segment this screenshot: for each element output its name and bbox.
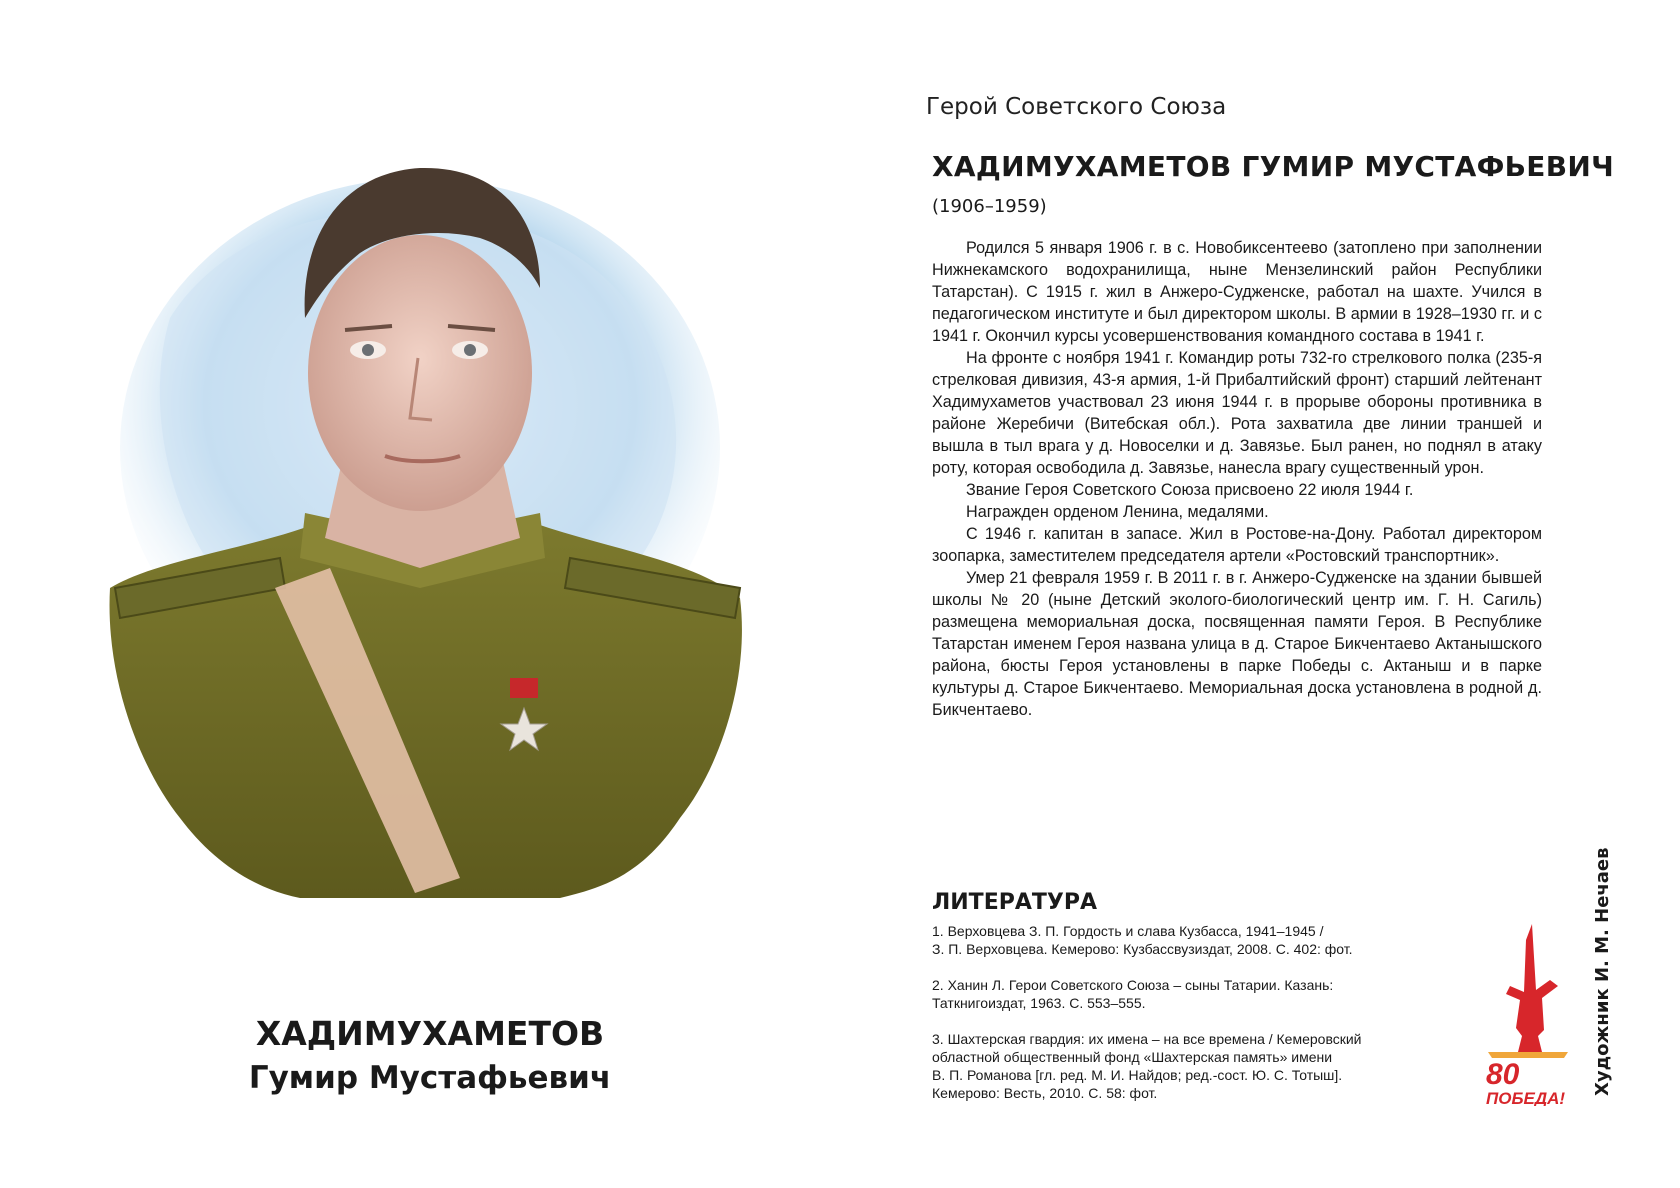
bio-paragraph: Звание Героя Советского Союза присвоено 22 июля 1944 г. [966, 481, 1414, 499]
literature-item [932, 1030, 1452, 1102]
portrait-painting [100, 118, 760, 968]
bio-paragraph: Умер 21 февраля 1959 г. В 2011 г. в г. Анжеро-Судженске на здании бывшей школы № 20 (ныне Детский эколого-биологический центр им. Г. Н. Сагиль) размещена мемориальная доска, посвященная памяти Героя. В Республике Татарстан именем Героя названа улица в д. Старое Бикчентаево Актанышского района, бюсты Героя установлены в парке Победы с. Актаныш и в парке культуры д. Старое Бикчентаево. Мемориальная доска установлена в родной д. Бикчентаево. [932, 569, 1542, 719]
victory-80-logo [1480, 920, 1576, 1106]
literature-line: 2. Ханин Л. Герои Советского Союза – сыны Татарии. Казань: [932, 977, 1334, 993]
artist-credit: Художник И. М. Нечаев [1592, 847, 1613, 1096]
literature-line: областной общественный фонд «Шахтерская память» имени [932, 1049, 1333, 1065]
page-kicker: Герой Советского Союза [926, 94, 1227, 120]
literature-list [932, 922, 1452, 1120]
literature-line: В. П. Романова [гл. ред. М. И. Найдов; ред.-сост. Ю. С. Тотыш]. [932, 1067, 1343, 1083]
bio-paragraph: Родился 5 января 1906 г. в с. Новобиксентеево (затоплено при заполнении Нижнекамского водохранилища, ныне Мензелинский район Республики Татарстан). С 1915 г. жил в Анжеро-Судженске, работал на шахте. Учился в педагогическом институте и был директором школы. В армии в 1928–1930 гг. и с 1941 г. Окончил курсы усовершенствования командного состава в 1941 г. [932, 239, 1542, 345]
life-years: (1906–1959) [932, 196, 1047, 217]
bio-paragraph: С 1946 г. капитан в запасе. Жил в Ростове-на-Дону. Работал директором зоопарка, заместителем председателя артели «Ростовский транспортник». [932, 525, 1542, 565]
literature-heading: ЛИТЕРАТУРА [932, 890, 1097, 915]
hero-portrait [100, 118, 760, 968]
literature-line: Таткнигоиздат, 1963. С. 553–555. [932, 995, 1146, 1011]
page-title: ХАДИМУХАМЕТОВ ГУМИР МУСТАФЬЕВИЧ [932, 150, 1615, 183]
bio-paragraph: На фронте с ноября 1941 г. Командир роты 732-го стрелкового полка (235-я стрелковая дивизия, 43-я армия, 1-й Прибалтийский фронт) старший лейтенант Хадимухаметов участвовал 23 июня 1944 г. в прорыве обороны противника в районе Жеребичи (Витебская обл.). Рота захватила две линии траншей и вышла в тыл врага у д. Новоселки и д. Завязье. Был ранен, но поднял в атаку роту, которая освободила д. Завязье, нанесла врагу существенный урон. [932, 349, 1542, 477]
literature-line: З. П. Верховцева. Кемерово: Кузбассвузиздат, 2008. С. 402: фот. [932, 941, 1353, 957]
portrait-caption [100, 1012, 760, 1100]
literature-line: Кемерово: Весть, 2010. С. 58: фот. [932, 1085, 1158, 1101]
logo-word: ПОБЕДА! [1486, 1089, 1566, 1106]
literature-item [932, 976, 1452, 1012]
logo-number: 80 [1486, 1058, 1520, 1091]
literature-line: 3. Шахтерская гвардия: их имена – на все времена / Кемеровский [932, 1031, 1362, 1047]
literature-item [932, 922, 1452, 958]
portrait-given-names: Гумир Мустафьевич [248, 1060, 612, 1096]
bio-paragraph: Награжден орденом Ленина, медалями. [966, 503, 1269, 521]
portrait-surname: ХАДИМУХАМЕТОВ [255, 1014, 605, 1053]
literature-line: 1. Верховцева З. П. Гордость и слава Кузбасса, 1941–1945 / [932, 923, 1324, 939]
monument-silhouette [1506, 924, 1558, 1052]
biography [932, 237, 1542, 721]
